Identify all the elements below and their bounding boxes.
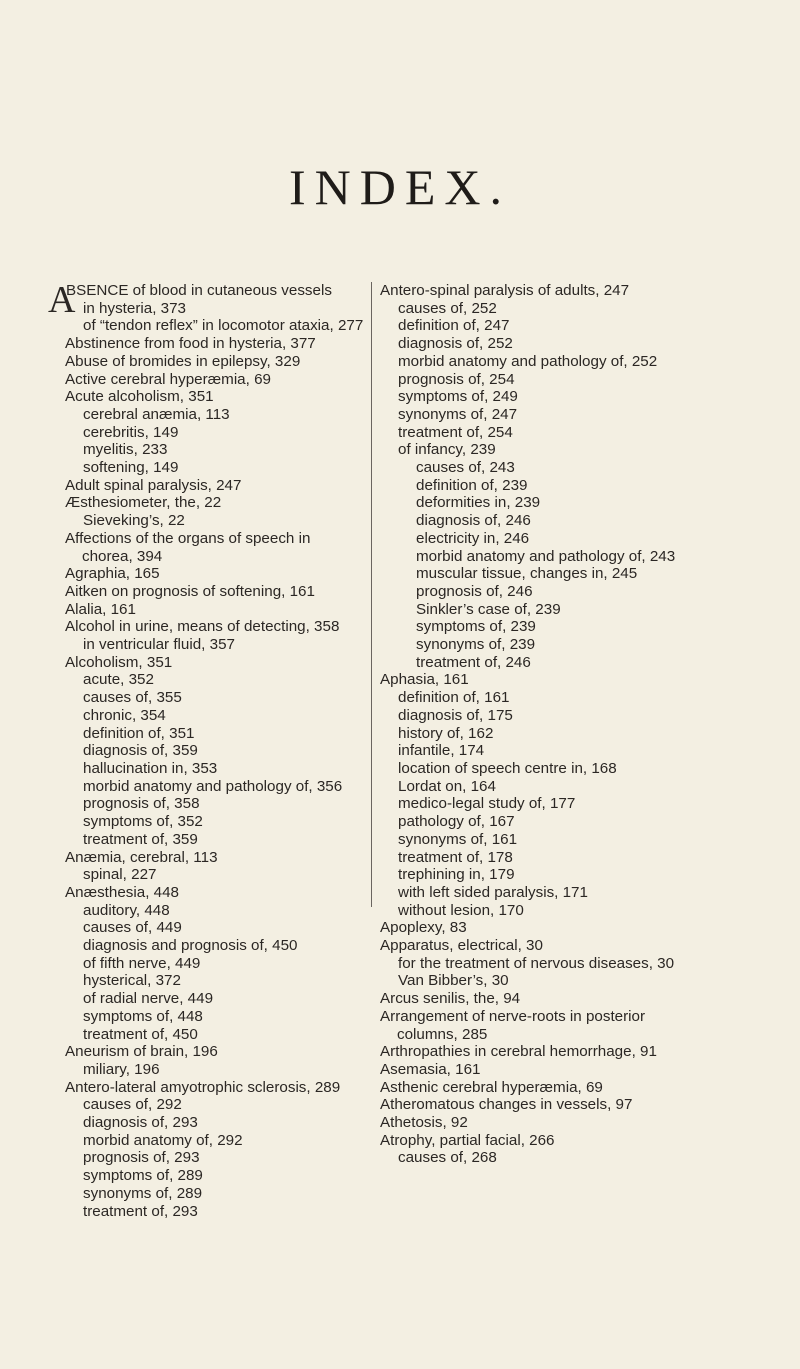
entry-text: Athetosis, 92	[380, 1114, 468, 1132]
index-subentry	[380, 335, 710, 353]
index-subentry	[65, 512, 365, 530]
entry-text: Atrophy, partial facial, 266	[380, 1131, 555, 1149]
entry-text: Apparatus, electrical, 30	[380, 937, 543, 955]
index-subentry	[380, 424, 710, 442]
index-subentry	[65, 1114, 365, 1132]
index-subentry	[65, 671, 365, 689]
entry-text: without lesion, 170	[398, 901, 524, 919]
entry-text: Arthropathies in cerebral hemorrhage, 91	[380, 1043, 657, 1061]
index-subentry	[380, 300, 710, 318]
entry-text: BSENCE of blood in cutaneous vessels	[66, 282, 332, 299]
index-subentry	[380, 548, 710, 566]
entry-text: Asemasia, 161	[380, 1060, 481, 1078]
index-subentry	[380, 955, 710, 973]
entry-text: Acute alcoholism, 351	[65, 388, 214, 406]
index-entry	[380, 919, 710, 937]
index-subentry	[65, 1149, 365, 1167]
entry-text: causes of, 449	[83, 919, 182, 937]
index-entry	[380, 282, 710, 300]
entry-text: treatment of, 178	[398, 848, 513, 866]
index-entry	[65, 477, 365, 495]
entry-text: Atheromatous changes in vessels, 97	[380, 1096, 633, 1114]
entry-text: synonyms of, 161	[398, 830, 518, 848]
entry-text: Agraphia, 165	[65, 565, 160, 583]
entry-text: diagnosis of, 246	[416, 512, 531, 530]
index-subentry	[380, 353, 710, 371]
index-subentry	[380, 654, 710, 672]
index-subentry	[65, 972, 365, 990]
index-entry	[380, 1008, 710, 1043]
index-subentry	[65, 919, 365, 937]
entry-text: Antero-spinal paralysis of adults, 247	[380, 282, 630, 299]
index-column-right	[380, 282, 710, 1167]
index-subentry	[65, 1167, 365, 1185]
entry-text: hysterical, 372	[83, 972, 181, 990]
index-subentry	[380, 406, 710, 424]
entry-text: prognosis of, 254	[398, 370, 515, 388]
index-subentry	[380, 849, 710, 867]
index-entry	[65, 388, 365, 406]
index-subentry	[65, 760, 365, 778]
entry-text: morbid anatomy and pathology of, 243	[416, 547, 676, 565]
entry-text: prognosis of, 293	[83, 1149, 200, 1167]
index-entry	[65, 654, 365, 672]
entry-text: treatment of, 254	[398, 423, 513, 441]
index-subentry	[380, 512, 710, 530]
index-subentry	[65, 955, 365, 973]
index-entry	[65, 1079, 365, 1097]
index-subentry	[65, 725, 365, 743]
index-subentry	[380, 618, 710, 636]
index-entry	[65, 884, 365, 902]
index-entry	[65, 353, 365, 371]
entry-text: Aneurism of brain, 196	[65, 1043, 218, 1061]
entry-text: Alalia, 161	[65, 600, 136, 618]
index-entry	[65, 335, 365, 353]
entry-text: myelitis, 233	[83, 441, 168, 459]
index-column-left	[48, 279, 365, 1220]
index-subentry	[380, 866, 710, 884]
index-subentry	[380, 494, 710, 512]
entry-text: Abuse of bromides in epilepsy, 329	[65, 352, 301, 370]
page-title: INDEX.	[288, 159, 512, 215]
index-subentry	[65, 795, 365, 813]
index-entry	[380, 1079, 710, 1097]
index-subentry	[65, 1185, 365, 1203]
entry-text: medico-legal study of, 177	[398, 795, 576, 813]
entry-text: Lordat on, 164	[398, 777, 496, 795]
index-subentry	[380, 884, 710, 902]
index-subentry	[380, 601, 710, 619]
index-subentry	[65, 707, 365, 725]
drop-cap-letter: A	[48, 279, 76, 321]
index-entry	[380, 1114, 710, 1132]
entry-text: diagnosis of, 252	[398, 335, 513, 353]
index-entry	[380, 1132, 710, 1150]
entry-text: deformities in, 239	[416, 494, 541, 512]
entry-text: symptoms of, 352	[83, 813, 203, 831]
entry-text: causes of, 292	[83, 1096, 182, 1114]
entry-text: diagnosis of, 359	[83, 742, 198, 760]
index-subentry	[65, 1132, 365, 1150]
column-divider	[371, 282, 372, 907]
index-subentry	[380, 813, 710, 831]
entry-text: symptoms of, 239	[416, 618, 536, 636]
entry-text: synonyms of, 239	[416, 636, 536, 654]
index-subentry	[380, 902, 710, 920]
index-subentry	[65, 459, 365, 477]
entry-text: miliary, 196	[83, 1060, 160, 1078]
index-subentry	[380, 795, 710, 813]
index-subentry	[380, 831, 710, 849]
index-entry	[65, 494, 365, 512]
index-subentry	[380, 583, 710, 601]
entry-text: hallucination in, 353	[83, 759, 218, 777]
index-subentry	[380, 760, 710, 778]
index-subentry	[65, 1061, 365, 1079]
entry-text: electricity in, 246	[416, 529, 530, 547]
entry-text: Apoplexy, 83	[380, 919, 467, 937]
entry-text: history of, 162	[398, 724, 494, 742]
index-entry	[65, 371, 365, 389]
entry-text: Aitken on prognosis of softening, 161	[65, 582, 315, 600]
index-subentry	[65, 742, 365, 760]
index-subentry	[380, 689, 710, 707]
entry-text: spinal, 227	[83, 866, 157, 884]
entry-text: chronic, 354	[83, 706, 166, 724]
entry-text: Active cerebral hyperæmia, 69	[65, 370, 271, 388]
index-subentry	[65, 689, 365, 707]
entry-text: of “tendon reflex” in locomotor ataxia, 277	[83, 317, 364, 335]
index-entry	[65, 565, 365, 583]
entry-text: cerebral anæmia, 113	[83, 405, 230, 423]
entry-text: Aphasia, 161	[380, 671, 469, 689]
entry-text: of radial nerve, 449	[83, 990, 214, 1008]
index-subentry	[380, 778, 710, 796]
index-subentry	[65, 902, 365, 920]
index-entry	[380, 1096, 710, 1114]
entry-text: Antero-lateral amyotrophic sclerosis, 289	[65, 1078, 341, 1096]
entry-text: prognosis of, 246	[416, 582, 533, 600]
entry-text: acute, 352	[83, 671, 154, 689]
entry-text: muscular tissue, changes in, 245	[416, 565, 638, 583]
index-subentry	[65, 778, 365, 796]
entry-text: auditory, 448	[83, 901, 170, 919]
entry-text: cerebritis, 149	[83, 423, 179, 441]
entry-text: in ventricular fluid, 357	[83, 636, 235, 654]
entry-text: Abstinence from food in hysteria, 377	[65, 335, 316, 353]
index-subentry	[65, 1096, 365, 1114]
entry-text: Anæsthesia, 448	[65, 883, 179, 901]
entry-text: Anæmia, cerebral, 113	[65, 848, 218, 866]
index-subentry	[65, 317, 365, 335]
index-entry	[65, 618, 365, 636]
entry-text: diagnosis and prognosis of, 450	[83, 937, 298, 955]
index-subentry	[380, 725, 710, 743]
index-subentry	[380, 317, 710, 335]
entry-text: Sieveking’s, 22	[83, 512, 185, 530]
index-subentry	[380, 388, 710, 406]
index-subentry	[380, 530, 710, 548]
entry-text: synonyms of, 289	[83, 1184, 203, 1202]
index-entry	[380, 1043, 710, 1061]
index-entry	[65, 1043, 365, 1061]
entry-text: symptoms of, 249	[398, 388, 518, 406]
index-subentry	[380, 565, 710, 583]
entry-text: definition of, 247	[398, 317, 510, 335]
entry-text: infantile, 174	[398, 742, 485, 760]
entry-text: trephining in, 179	[398, 866, 515, 884]
entry-text: synonyms of, 247	[398, 405, 518, 423]
entry-text: treatment of, 293	[83, 1202, 198, 1220]
entry-text: diagnosis of, 175	[398, 706, 513, 724]
index-subentry	[65, 990, 365, 1008]
entry-text: location of speech centre in, 168	[398, 759, 617, 777]
entry-text: Alcohol in urine, means of detecting, 358	[65, 618, 340, 636]
index-subentry	[65, 866, 365, 884]
entry-text: treatment of, 246	[416, 653, 531, 671]
index-subentry	[65, 424, 365, 442]
index-subentry	[65, 441, 365, 459]
entry-text: of fifth nerve, 449	[83, 954, 201, 972]
entry-text: with left sided paralysis, 171	[398, 883, 588, 901]
index-entry	[380, 990, 710, 1008]
index-subentry	[380, 1149, 710, 1167]
index-subentry	[380, 371, 710, 389]
index-subentry	[65, 636, 365, 654]
entry-text: prognosis of, 358	[83, 795, 200, 813]
entry-text: definition of, 161	[398, 689, 510, 707]
entry-text: morbid anatomy of, 292	[83, 1131, 243, 1149]
entry-text: in hysteria, 373	[83, 299, 186, 317]
index-subentry	[65, 1203, 365, 1221]
index-subentry	[380, 459, 710, 477]
entry-text: symptoms of, 289	[83, 1167, 203, 1185]
index-subentry	[65, 1008, 365, 1026]
index-subentry	[65, 813, 365, 831]
entry-text: Adult spinal paralysis, 247	[65, 476, 242, 494]
entry-text: causes of, 268	[398, 1149, 497, 1167]
index-entry	[65, 530, 365, 565]
index-subentry	[380, 972, 710, 990]
entry-text: definition of, 351	[83, 724, 195, 742]
entry-text: causes of, 252	[398, 299, 497, 317]
index-entry	[65, 583, 365, 601]
entry-text: treatment of, 359	[83, 830, 198, 848]
entry-text: Alcoholism, 351	[65, 653, 173, 671]
index-subentry	[380, 742, 710, 760]
entry-text: of infancy, 239	[398, 441, 496, 459]
index-subentry	[65, 937, 365, 955]
entry-text: Van Bibber’s, 30	[398, 972, 509, 990]
entry-text: Arrangement of nerve-roots in posterior columns, 285	[380, 1007, 646, 1043]
index-entry	[380, 937, 710, 955]
index-subentry	[65, 831, 365, 849]
index-entry	[65, 601, 365, 619]
entry-text: morbid anatomy and pathology of, 356	[83, 777, 343, 795]
entry-text: morbid anatomy and pathology of, 252	[398, 352, 658, 370]
entry-text: Affections of the organs of speech in chorea, 394	[65, 529, 311, 565]
entry-text: softening, 149	[83, 459, 179, 477]
index-subentry	[65, 1026, 365, 1044]
entry-text: Æsthesiometer, the, 22	[65, 494, 222, 512]
entry-text: for the treatment of nervous diseases, 30	[398, 954, 675, 972]
entry-text: Arcus senilis, the, 94	[380, 990, 521, 1008]
index-entry	[380, 1061, 710, 1079]
entry-text: treatment of, 450	[83, 1025, 198, 1043]
entry-text: pathology of, 167	[398, 813, 515, 831]
index-subentry	[65, 300, 365, 318]
index-entry	[380, 671, 710, 689]
entry-text: definition of, 239	[416, 476, 528, 494]
entry-text: causes of, 355	[83, 689, 182, 707]
index-subentry	[380, 636, 710, 654]
index-subentry	[380, 707, 710, 725]
index-subentry	[380, 441, 710, 459]
index-subentry	[380, 477, 710, 495]
entry-text: Asthenic cerebral hyperæmia, 69	[380, 1078, 603, 1096]
index-entry	[65, 849, 365, 867]
entry-text: symptoms of, 448	[83, 1007, 203, 1025]
index-subentry	[65, 406, 365, 424]
entry-text: Sinkler’s case of, 239	[416, 600, 561, 618]
entry-text: diagnosis of, 293	[83, 1114, 198, 1132]
entry-text: causes of, 243	[416, 459, 515, 477]
